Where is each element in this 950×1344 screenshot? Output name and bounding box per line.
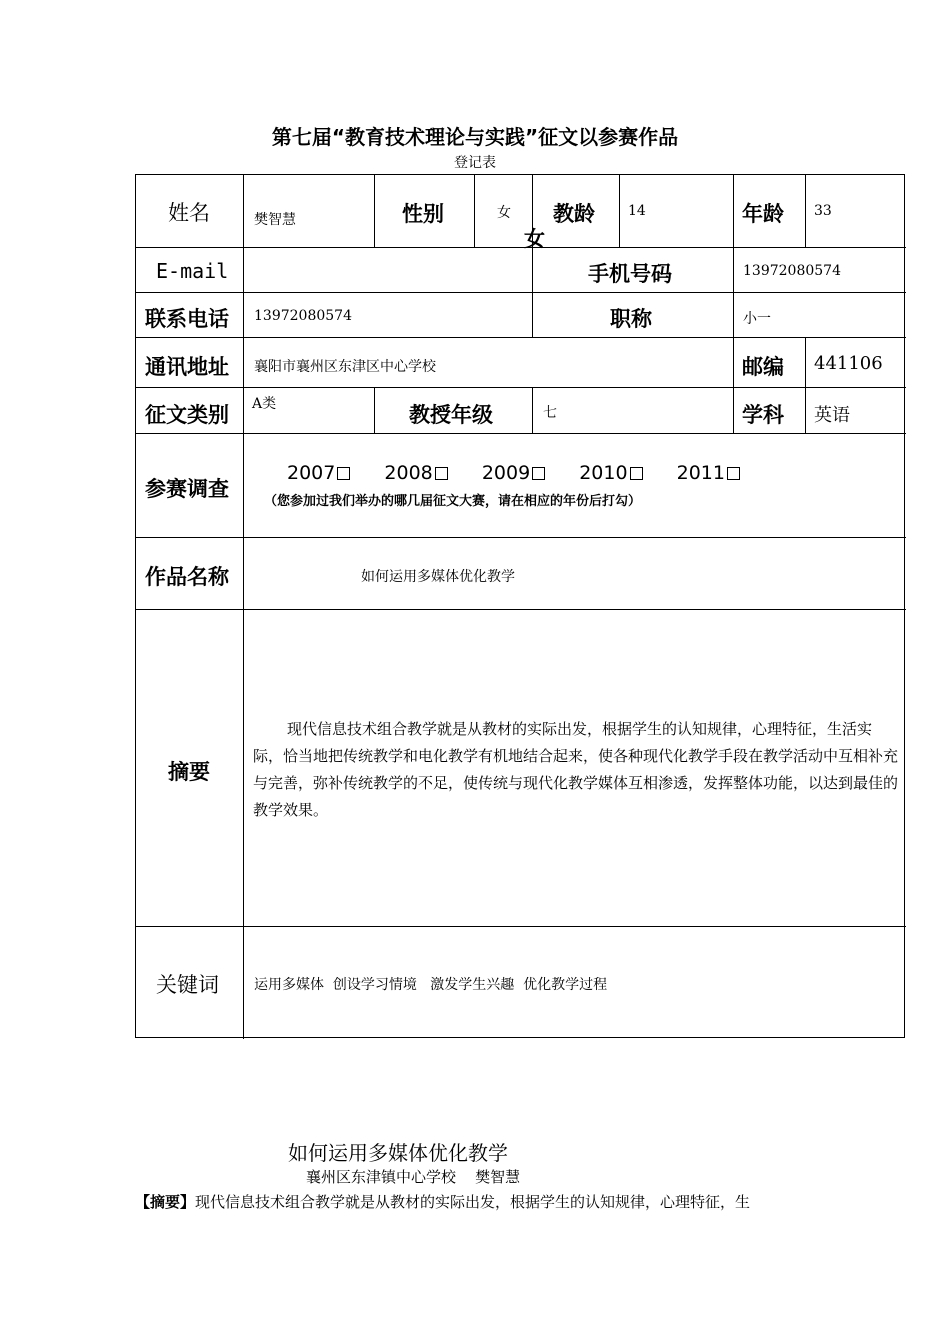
checkbox-icon[interactable] [435, 467, 448, 480]
address-value: 襄阳市襄州区东津区中心学校 [254, 359, 436, 375]
postcode-value: 441106 [814, 353, 883, 374]
age-value: 33 [814, 203, 832, 219]
subject-value: 英语 [814, 405, 850, 426]
gender-label: 性别 [402, 202, 444, 226]
checkbox-icon[interactable] [532, 467, 545, 480]
mobile-value: 13972080574 [743, 263, 841, 279]
job-title-label: 职称 [610, 307, 652, 331]
survey-option-2010[interactable]: 2010 [579, 462, 642, 484]
checkbox-icon[interactable] [337, 467, 350, 480]
teaching-years-value: 14 [628, 203, 646, 219]
grade-label: 教授年级 [409, 403, 493, 427]
name-value: 樊智慧 [254, 212, 296, 228]
grade-value: 七 [543, 405, 557, 421]
phone-label: 联系电话 [145, 307, 229, 331]
abstract-label: 摘要 [168, 760, 210, 784]
article-title: 如何运用多媒体优化教学 [288, 1141, 508, 1165]
document-title: 第七届“教育技术理论与实践”征文以参赛作品 [271, 125, 679, 149]
gender-value: 女 [497, 205, 511, 221]
survey-option-2008[interactable]: 2008 [384, 462, 447, 484]
category-label: 征文类别 [145, 403, 229, 427]
work-title-value: 如何运用多媒体优化教学 [361, 569, 515, 585]
job-title-value: 小一 [743, 311, 771, 327]
abstract-value: 现代信息技术组合教学就是从教材的实际出发，根据学生的认知规律，心理特征，生活实际，恰当地把传统教学和电化教学有机地结合起来，使各种现代化教学手段在教学活动中互相补充与完善，弥补传统教学的不足，使传统与现代化教学媒体互相渗透，发挥整体功能，以达到最佳的教学效果。 [253, 720, 899, 819]
keywords-label: 关键词 [156, 973, 219, 997]
document-subtitle: 登记表 [454, 155, 496, 171]
keywords-value: 运用多媒体 创设学习情境 激发学生兴趣 优化教学过程 [254, 977, 608, 993]
work-title-label: 作品名称 [145, 565, 229, 589]
subject-label: 学科 [742, 403, 784, 427]
article-abstract [135, 1191, 750, 1212]
checkbox-icon[interactable] [630, 467, 643, 480]
survey-option-2007[interactable]: 2007 [287, 462, 350, 484]
category-value: A类 [252, 396, 277, 412]
age-label: 年龄 [742, 202, 784, 226]
mobile-label: 手机号码 [588, 262, 672, 286]
postcode-label: 邮编 [742, 355, 784, 379]
email-label: E-mail [156, 259, 229, 283]
gender-value-overflow: 女 [524, 227, 545, 251]
survey-option-2011[interactable]: 2011 [677, 462, 740, 484]
checkbox-icon[interactable] [727, 467, 740, 480]
article-abstract-tag: 【摘要】 [135, 1193, 196, 1211]
article-author: 襄州区东津镇中心学校 樊智慧 [306, 1168, 521, 1186]
registration-form [135, 174, 905, 1038]
teaching-years-label: 教龄 [553, 202, 595, 226]
survey-label: 参赛调查 [145, 477, 229, 501]
name-label: 姓名 [168, 201, 210, 225]
article-abstract-text: 现代信息技术组合教学就是从教材的实际出发，根据学生的认知规律，心理特征，生 [195, 1193, 751, 1211]
survey-note: （您参加过我们举办的哪几届征文大赛，请在相应的年份后打勾） [264, 494, 642, 509]
survey-year-options [287, 462, 740, 484]
survey-option-2009[interactable]: 2009 [482, 462, 545, 484]
phone-value: 13972080574 [254, 308, 352, 324]
address-label: 通讯地址 [145, 355, 229, 379]
